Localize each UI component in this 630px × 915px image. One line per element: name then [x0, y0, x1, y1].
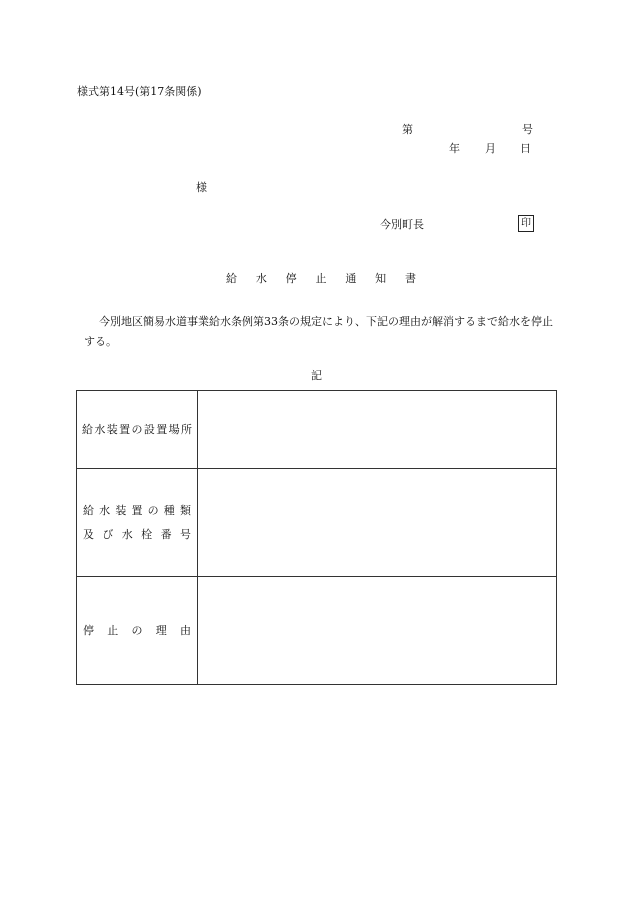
label-char: 番 [160, 527, 172, 541]
installation-location-label [77, 391, 198, 469]
table-row [77, 577, 557, 685]
label-char: 号 [179, 527, 191, 541]
label-char: 給 [82, 422, 93, 436]
label-char: 置 [156, 422, 168, 436]
label-char: 種 [163, 503, 175, 517]
label-char: 栓 [141, 527, 153, 541]
label-char: 水 [121, 527, 133, 541]
label-char: 停 [83, 623, 94, 637]
label-char: び [102, 527, 114, 541]
label-char: 理 [155, 623, 167, 637]
device-type-value[interactable] [198, 469, 557, 577]
label-char: 止 [107, 623, 119, 637]
label-char: 水 [94, 422, 106, 436]
table-row [77, 391, 557, 469]
document-number-suffix: 号 [522, 123, 533, 136]
seal-mark: 印 [518, 215, 534, 232]
form-number-label: 様式第14号(第17条関係) [77, 85, 202, 98]
ki-heading: 記 [311, 369, 322, 382]
label-char: 由 [180, 623, 191, 637]
stop-reason-label [77, 577, 198, 685]
document-number-prefix: 第 [402, 123, 413, 136]
title-char: 水 [255, 272, 267, 285]
label-char: の [147, 503, 159, 517]
label-char: 類 [179, 503, 191, 517]
installation-location-value[interactable] [198, 391, 557, 469]
label-char: 設 [143, 422, 155, 436]
label-char: 置 [119, 422, 131, 436]
device-type-label [77, 469, 198, 577]
addressee-suffix: 様 [196, 181, 207, 194]
title-char: 書 [404, 272, 416, 285]
label-char: 装 [106, 422, 118, 436]
title-char: 給 [226, 272, 237, 285]
details-table [76, 390, 557, 685]
title-char: 止 [315, 272, 327, 285]
date-day-label: 日 [520, 142, 531, 155]
label-char: 場 [168, 422, 180, 436]
date-year-label: 年 [449, 142, 460, 155]
label-char: 装 [115, 503, 127, 517]
title-char: 知 [375, 272, 387, 285]
title-char: 停 [285, 272, 297, 285]
label-char: 及 [83, 527, 94, 541]
date-month-label: 月 [485, 142, 496, 155]
document-title [226, 273, 416, 284]
label-char: の [131, 623, 143, 637]
issuer-name: 今別町長 [380, 218, 424, 231]
label-char: 水 [99, 503, 111, 517]
label-char: の [131, 422, 143, 436]
label-char: 置 [131, 503, 143, 517]
label-char: 給 [83, 503, 94, 517]
label-char: 所 [181, 422, 192, 436]
table-row [77, 469, 557, 577]
title-char: 通 [345, 272, 357, 285]
body-paragraph: 今別地区簡易水道事業給水条例第33条の規定により、下記の理由が解消するまで給水を停止する。 [84, 315, 553, 348]
stop-reason-value[interactable] [198, 577, 557, 685]
